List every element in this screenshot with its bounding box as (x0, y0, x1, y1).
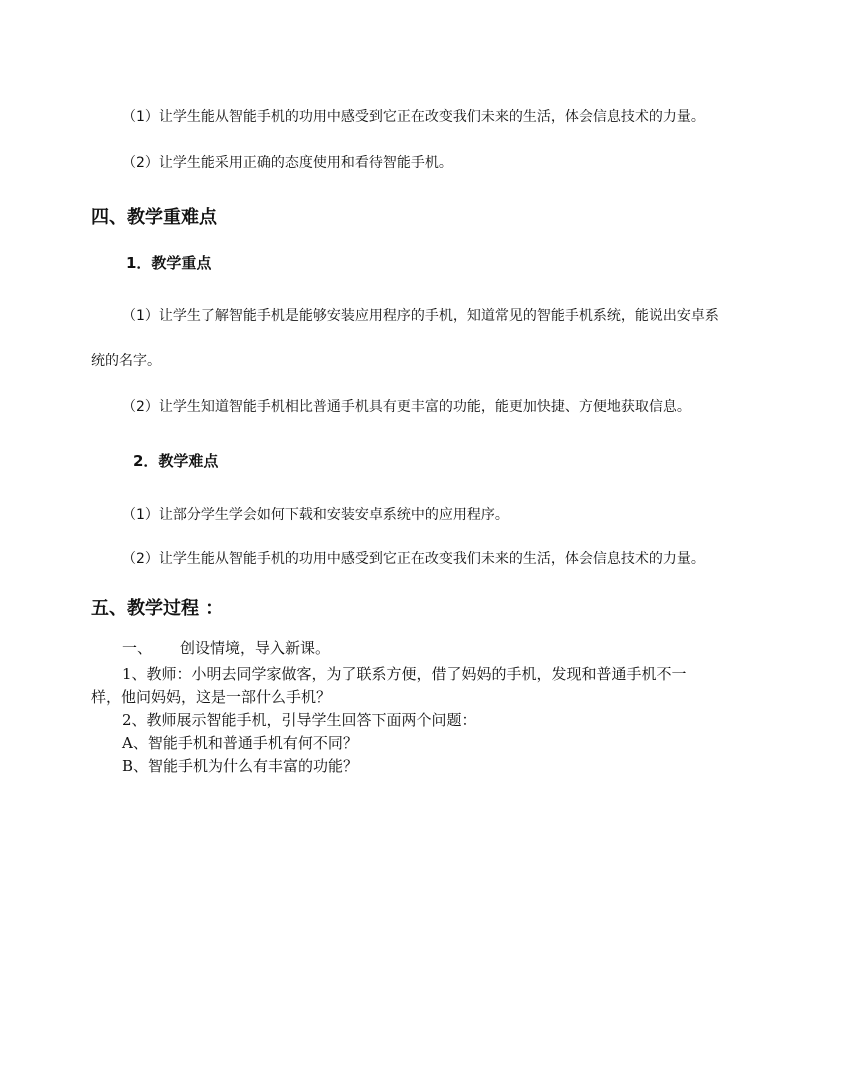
difficulties-paragraph-2: （2）让学生能从智能手机的功用中感受到它正在改变我们未来的生活，体会信息技术的力量。 (122, 551, 705, 567)
objective-paragraph-1: （1）让学生能从智能手机的功用中感受到它正在改变我们未来的生活，体会信息技术的力量。 (122, 109, 705, 125)
key-points-heading: 1．教学重点 (126, 254, 212, 272)
key-points-paragraph-1-line-1: （1）让学生了解智能手机是能够安装应用程序的手机，知道常见的智能手机系统，能说出安卓系 (122, 308, 719, 324)
objective-paragraph-2: （2）让学生能采用正确的态度使用和看待智能手机。 (122, 155, 453, 171)
difficulties-paragraph-1: （1）让部分学生学会如何下载和安装安卓系统中的应用程序。 (122, 507, 509, 523)
key-points-paragraph-1-line-2: 统的名字。 (91, 353, 161, 369)
process-item-1-line-2: 样，他问妈妈，这是一部什么手机？ (91, 688, 332, 706)
process-step-1-number: 一、 (122, 639, 153, 657)
section-4-heading: 四、教学重难点 (91, 207, 217, 228)
process-step-1 (122, 637, 330, 659)
process-step-1-text: 创设情境，导入新课。 (180, 639, 331, 657)
process-item-2: 2、教师展示智能手机，引导学生回答下面两个问题： (122, 711, 477, 729)
question-b: B、智能手机为什么有丰富的功能？ (122, 757, 359, 775)
section-5-heading: 五、教学过程 ： (91, 598, 224, 619)
process-item-1-line-1: 1、教师：小明去同学家做客，为了联系方便，借了妈妈的手机，发现和普通手机不一 (122, 665, 687, 683)
question-a: A、智能手机和普通手机有何不同？ (122, 734, 358, 752)
key-points-paragraph-2: （2）让学生知道智能手机相比普通手机具有更丰富的功能，能更加快捷、方便地获取信息。 (122, 399, 691, 415)
difficulties-heading: 2．教学难点 (133, 452, 219, 470)
